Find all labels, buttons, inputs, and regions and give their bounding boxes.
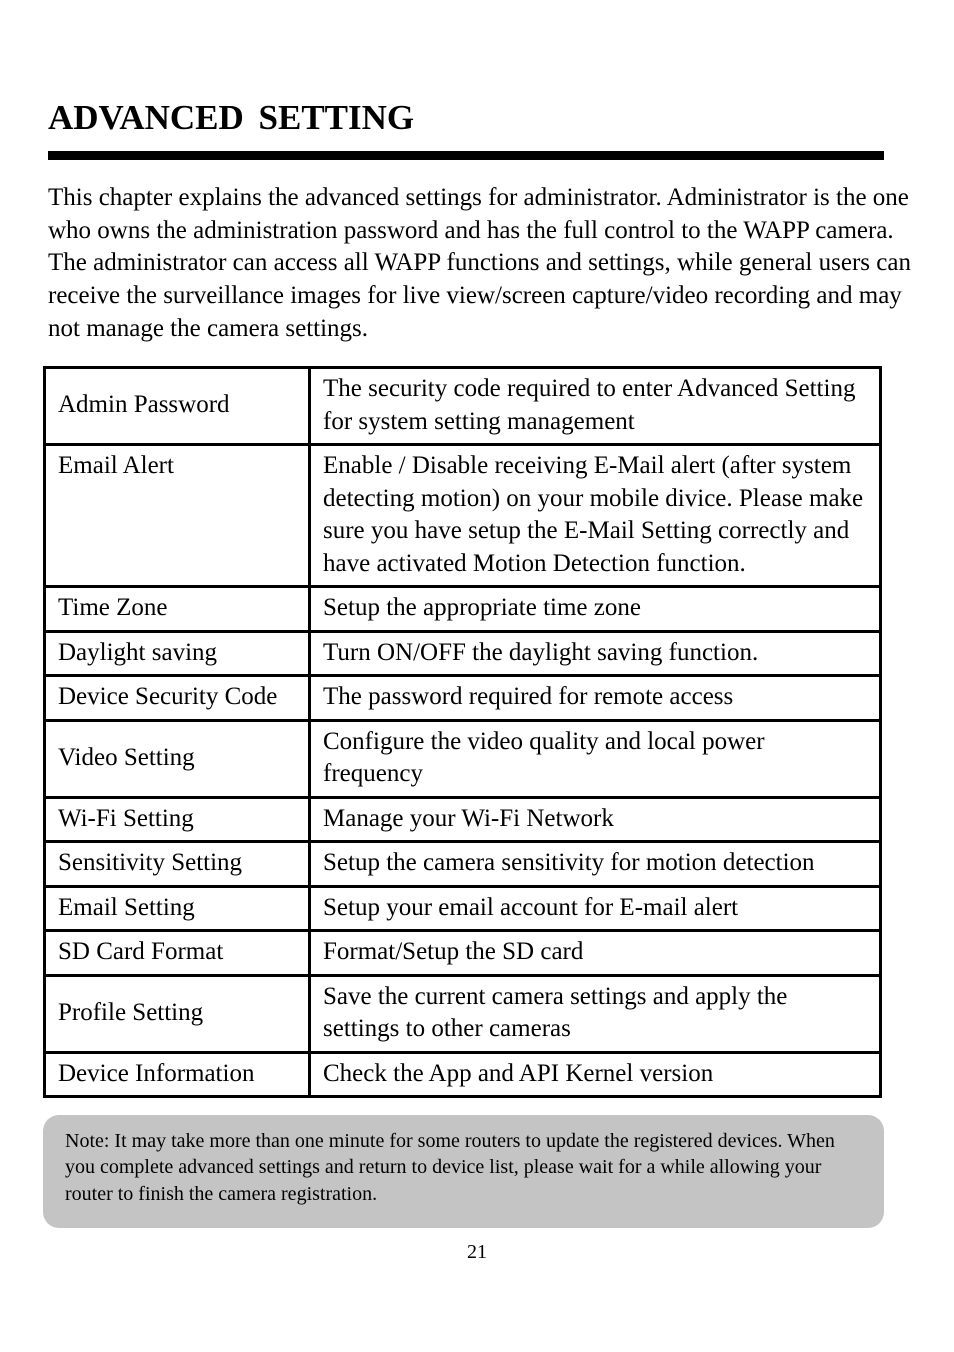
intro-paragraph: This chapter explains the advanced settings for administrator. Administrator is the one who owns the administration password and has the full control to the WAPP camera. The administrator can access all WAPP functions and settings, while general users can receive the surveillance images for live view/screen capture/video recording and may not manage the camera settings. [48, 184, 911, 342]
setting-name: SD Card Format [45, 931, 310, 976]
setting-description: The password required for remote access [310, 676, 881, 721]
setting-name: Admin Password [45, 368, 310, 445]
table-row [45, 676, 881, 721]
setting-description: Check the App and API Kernel version [310, 1052, 881, 1097]
setting-description: Configure the video quality and local power frequency [310, 720, 881, 797]
setting-description: Setup your email account for E-mail alert [310, 886, 881, 931]
setting-name: Profile Setting [45, 975, 310, 1052]
setting-description: Format/Setup the SD card [310, 931, 881, 976]
setting-name: Wi-Fi Setting [45, 797, 310, 842]
setting-name: Video Setting [45, 720, 310, 797]
table-row [45, 587, 881, 632]
table-row [45, 975, 881, 1052]
note-box [43, 1115, 884, 1228]
setting-name: Device Security Code [45, 676, 310, 721]
table-row [45, 797, 881, 842]
table-row [45, 1052, 881, 1097]
setting-description: The security code required to enter Advanced Setting for system setting management [310, 368, 881, 445]
page-number: 21 [467, 1241, 487, 1263]
setting-name: Device Information [45, 1052, 310, 1097]
setting-description: Enable / Disable receiving E-Mail alert (after system detecting motion) on your mobile divice. Please make sure you have setup the E-Mail Setting correctly and have activated Motion Detection function. [310, 445, 881, 587]
setting-name: Email Alert [45, 445, 310, 587]
setting-description: Manage your Wi-Fi Network [310, 797, 881, 842]
page-title: ADVANCED SETTING [48, 98, 415, 137]
table-row [45, 368, 881, 445]
table-row [45, 720, 881, 797]
setting-description: Setup the appropriate time zone [310, 587, 881, 632]
table-row [45, 886, 881, 931]
table-row [45, 631, 881, 676]
title-rule [48, 151, 884, 160]
note-text: Note: It may take more than one minute for some routers to update the registered devices. When you complete advanced settings and return to device list, please wait for a while allowing your router to finish the camera registration. [65, 1130, 835, 1205]
setting-name: Daylight saving [45, 631, 310, 676]
setting-description: Turn ON/OFF the daylight saving function. [310, 631, 881, 676]
table-row [45, 445, 881, 587]
setting-description: Setup the camera sensitivity for motion detection [310, 842, 881, 887]
setting-name: Time Zone [45, 587, 310, 632]
setting-name: Email Setting [45, 886, 310, 931]
table-row [45, 842, 881, 887]
settings-table [43, 366, 882, 1098]
setting-description: Save the current camera settings and apply the settings to other cameras [310, 975, 881, 1052]
setting-name: Sensitivity Setting [45, 842, 310, 887]
table-row [45, 931, 881, 976]
